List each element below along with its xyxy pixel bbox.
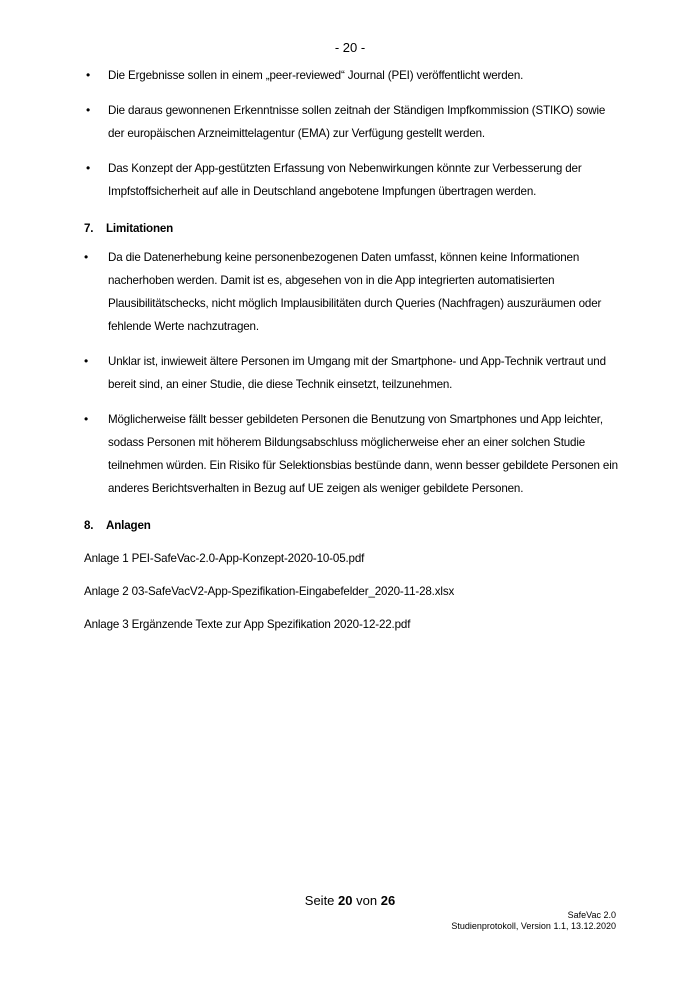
list-item: [84, 350, 624, 396]
annex-item: Anlage 3 Ergänzende Texte zur App Spezifikation 2020-12-22.pdf: [84, 618, 411, 631]
bullet-icon: •: [84, 412, 89, 426]
footer-page-prefix: Seite: [304, 893, 335, 908]
page-footer-docinfo: [451, 910, 616, 932]
section-heading-limitations: [84, 217, 624, 240]
bullet-icon: •: [86, 68, 91, 82]
list-item: [84, 408, 624, 500]
section-number: 8.: [84, 519, 94, 532]
list-item: [84, 246, 624, 338]
list-item: [84, 157, 624, 203]
footer-doc-name: SafeVac 2.0: [567, 910, 616, 920]
list-item-text: Da die Datenerhebung keine personenbezogenen Daten umfasst, können keine Informationen nacherhoben werden. Damit ist es, abgesehen von in die App integrierten automatisierten Plausibilitätschecks, nicht möglich Implausibilitäten durch Queries (Nachfragen) auszuräumen oder fehlende Werte nachzutragen.: [108, 251, 602, 333]
page-marker-top: - 20 -: [334, 40, 366, 55]
list-item-text: Die daraus gewonnenen Erkenntnisse sollen zeitnah der Ständigen Impfkommission (STIKO) sowie der europäischen Arzneimittelagentur (EMA) zur Verfügung gestellt werden.: [108, 104, 606, 140]
bullet-icon: •: [86, 161, 91, 175]
list-item: [84, 99, 624, 145]
page-footer-pagination: [0, 893, 700, 908]
footer-page-current: 20: [338, 893, 353, 908]
list-item-text: Die Ergebnisse sollen in einem „peer-reviewed“ Journal (PEI) veröffentlicht werden.: [108, 69, 524, 82]
annex-item: Anlage 1 PEI-SafeVac-2.0-App-Konzept-2020-10-05.pdf: [84, 552, 365, 565]
section-heading-annexes: [84, 514, 624, 537]
footer-doc-version: Studienprotokoll, Version 1.1, 13.12.2020: [451, 921, 616, 931]
list-item-text: Unklar ist, inwieweit ältere Personen im Umgang mit der Smartphone- und App-Technik vertraut und bereit sind, an einer Studie, die diese Technik einsetzt, teilzunehmen.: [108, 355, 606, 391]
bullet-icon: •: [84, 250, 89, 264]
results-bullet-list: [84, 64, 624, 203]
annex-item: Anlage 2 03-SafeVacV2-App-Spezifikation-Eingabefelder_2020-11-28.xlsx: [84, 585, 455, 598]
bullet-icon: •: [84, 354, 89, 368]
footer-page-mid: von: [356, 893, 378, 908]
section-number: 7.: [84, 222, 94, 235]
limitations-bullet-list: [84, 246, 624, 500]
footer-page-total: 26: [380, 893, 396, 908]
list-item: [84, 64, 624, 87]
document-body: [84, 64, 624, 646]
list-item-text: Das Konzept der App-gestützten Erfassung von Nebenwirkungen könnte zur Verbesserung der Impfstoffsicherheit auf alle in Deutschland angebotene Impfungen übertragen werden.: [108, 162, 582, 198]
list-item-text: Möglicherweise fällt besser gebildeten Personen die Benutzung von Smartphones und App leichter, sodass Personen mit höherem Bildungsabschluss möglicherweise eher an einer solchen Studie teilnehmen würden. Ein Risiko für Selektionsbias bestünde dann, wenn besser gebildete Personen ein anderes Berichtsverhalten in Bezug auf UE zeigen als weniger gebildete Personen.: [108, 413, 618, 495]
bullet-icon: •: [86, 103, 91, 117]
section-title: Limitationen: [106, 222, 174, 235]
section-title: Anlagen: [106, 519, 151, 532]
